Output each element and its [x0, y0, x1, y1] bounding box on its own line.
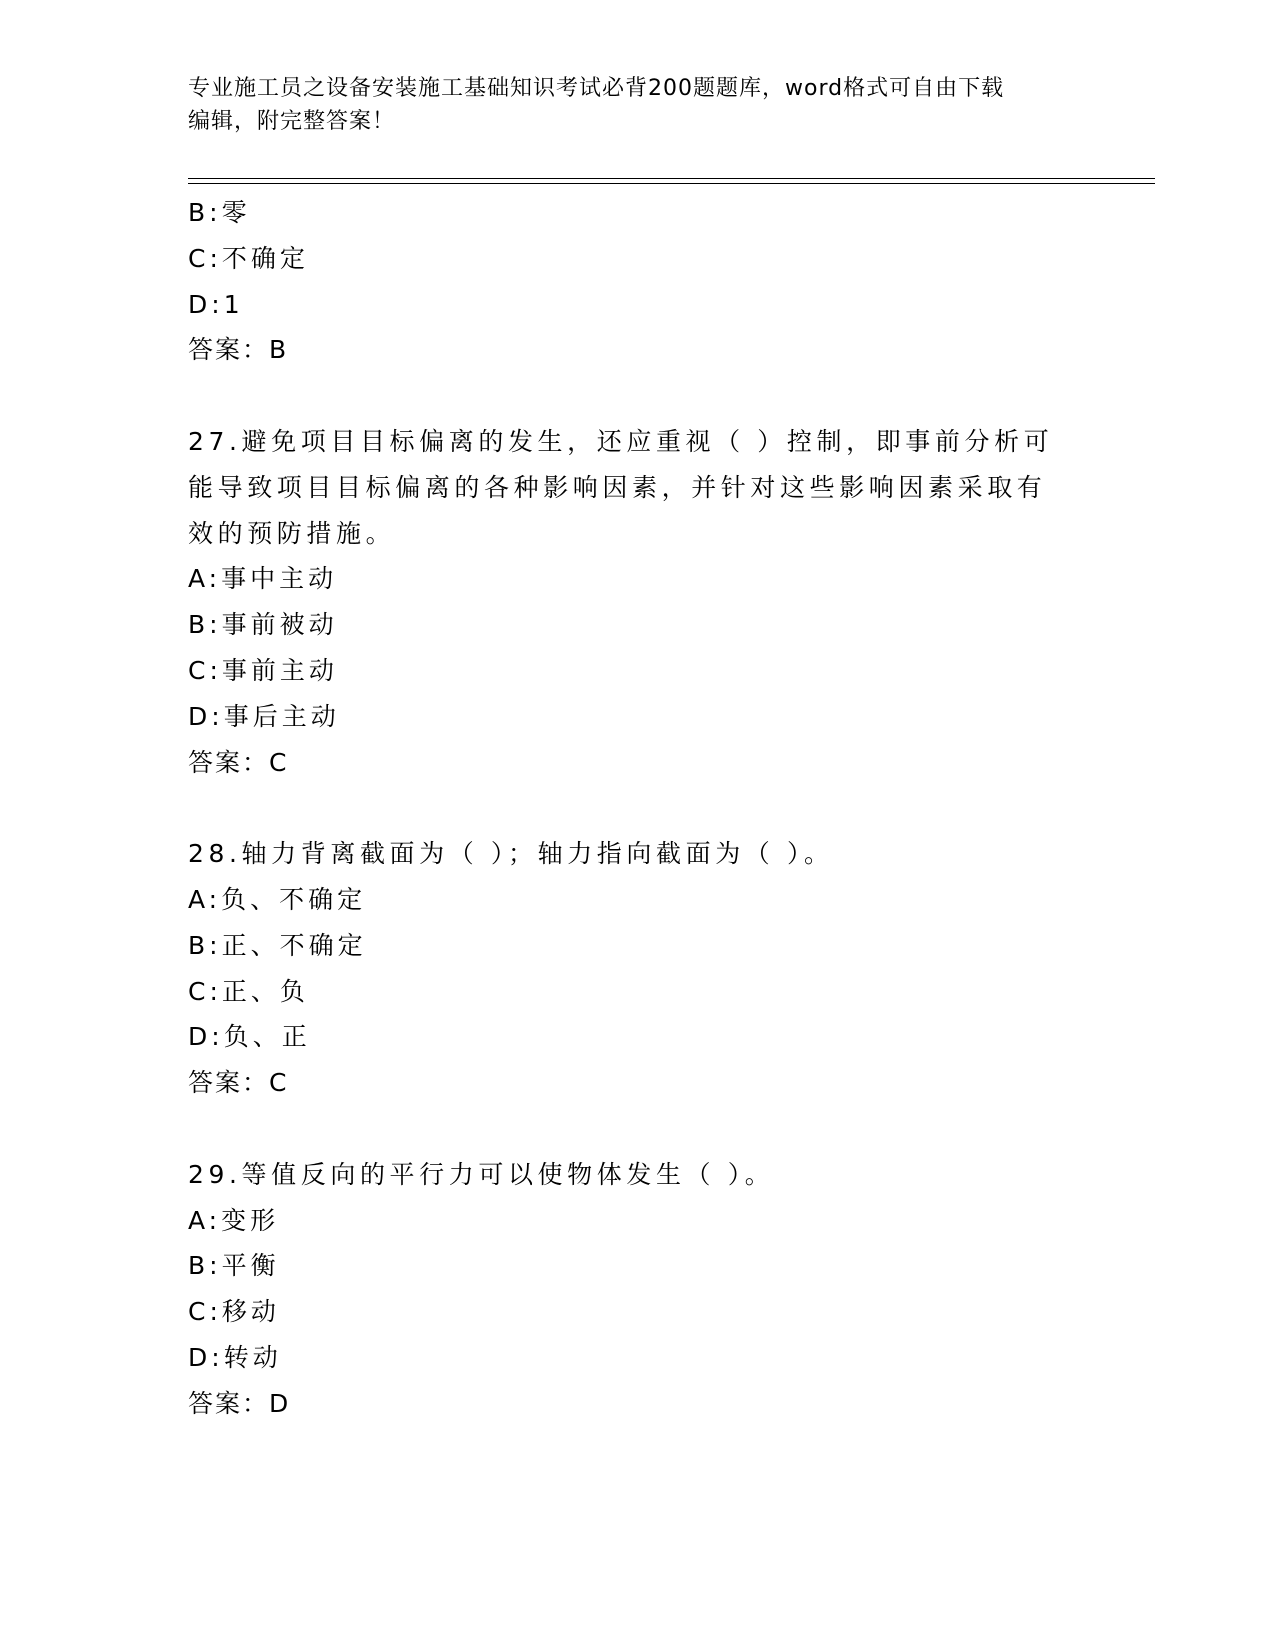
option-key: A: — [188, 564, 222, 594]
option-a — [188, 1198, 1068, 1244]
answer-line: 答案：C — [188, 1068, 289, 1098]
header-divider — [188, 178, 1155, 184]
option-key: D: — [188, 701, 224, 731]
header-line-1: 专业施工员之设备安装施工基础知识考试必背200题题库，word格式可自由下载 — [188, 76, 1005, 101]
option-text: 零 — [221, 198, 251, 227]
option-key: A: — [188, 1205, 222, 1235]
option-text: 正、负 — [221, 976, 309, 1006]
option-text: 1 — [223, 289, 244, 319]
option-text: 事前被动 — [221, 610, 338, 640]
question-block — [188, 831, 1068, 1106]
question-block — [188, 190, 1068, 373]
option-text: 转动 — [223, 1342, 282, 1372]
option-b — [188, 602, 1068, 648]
option-key: D: — [188, 289, 224, 319]
option-b — [188, 923, 1068, 969]
option-key: C: — [188, 976, 222, 1006]
question-block — [188, 1152, 1068, 1427]
question-list — [188, 190, 1068, 1427]
option-text: 负、正 — [223, 1022, 311, 1052]
spacer — [188, 1106, 1068, 1152]
answer-line: 答案：C — [188, 747, 289, 777]
option-key: D: — [188, 1022, 224, 1052]
option-d — [188, 1335, 1068, 1381]
option-key: C: — [188, 243, 222, 273]
option-text: 事前主动 — [221, 655, 338, 685]
option-d — [188, 282, 1068, 328]
option-text: 事中主动 — [221, 564, 338, 594]
option-text: 不确定 — [221, 243, 309, 273]
option-key: D: — [188, 1342, 224, 1372]
option-text: 正、不确定 — [221, 930, 367, 960]
question-stem: 27.避免项目目标偏离的发生，还应重视（ ）控制，即事前分析可能导致项目目标偏离的各种影响因素，并针对这些影响因素采取有效的预防措施。 — [188, 426, 1054, 548]
option-text: 负、不确定 — [221, 884, 367, 914]
option-key: B: — [188, 610, 222, 640]
question-block — [188, 419, 1068, 785]
option-key: B: — [188, 1251, 222, 1281]
option-key: A: — [188, 884, 222, 914]
option-c — [188, 969, 1068, 1015]
option-c — [188, 1289, 1068, 1335]
option-text: 事后主动 — [223, 701, 340, 731]
option-a — [188, 877, 1068, 923]
option-text: 平衡 — [221, 1251, 280, 1281]
spacer — [188, 785, 1068, 831]
option-a — [188, 556, 1068, 602]
option-key: C: — [188, 1297, 222, 1327]
header-line-2: 编辑，附完整答案！ — [188, 109, 396, 134]
option-d — [188, 694, 1068, 740]
option-key: B: — [188, 198, 222, 227]
option-c — [188, 236, 1068, 282]
option-b — [188, 1243, 1068, 1289]
option-c — [188, 648, 1068, 694]
option-key: C: — [188, 655, 222, 685]
question-stem: 28.轴力背离截面为（ ）；轴力指向截面为（ ）。 — [188, 839, 834, 869]
option-text: 移动 — [221, 1297, 280, 1327]
option-d — [188, 1014, 1068, 1060]
question-stem: 29.等值反向的平行力可以使物体发生（ ）。 — [188, 1159, 775, 1189]
document-header — [188, 72, 1068, 138]
answer-line: 答案：B — [188, 335, 289, 365]
option-text: 变形 — [221, 1205, 280, 1235]
option-key: B: — [188, 930, 222, 960]
option-b — [188, 190, 1068, 236]
spacer — [188, 373, 1068, 419]
answer-line: 答案：D — [188, 1388, 291, 1418]
